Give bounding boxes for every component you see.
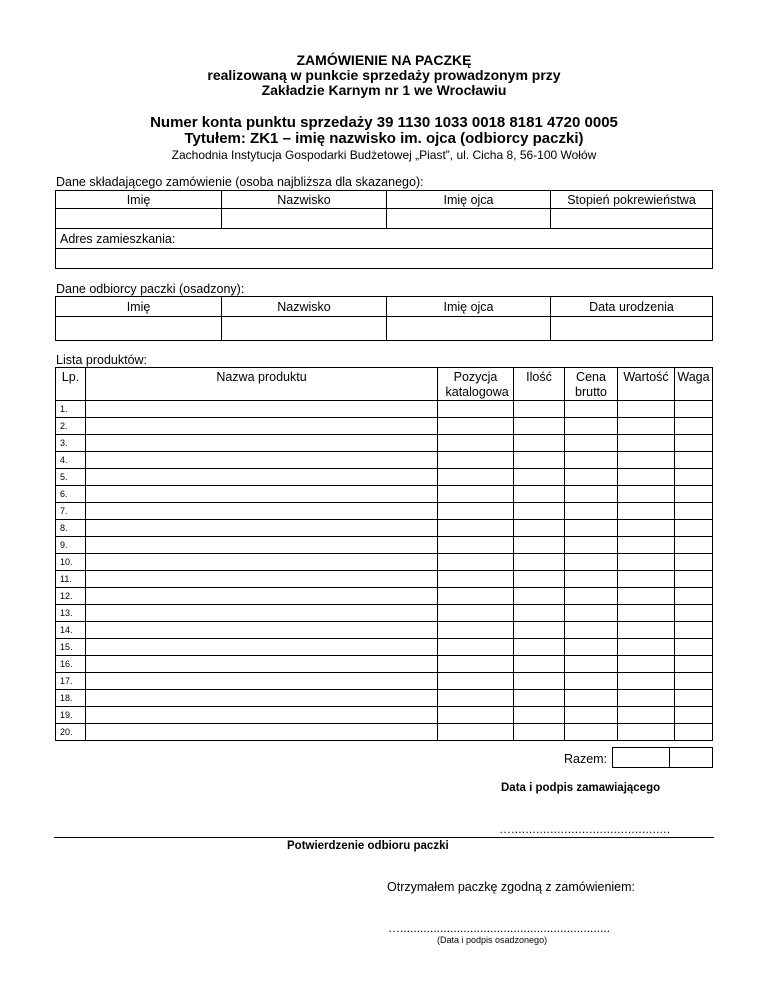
row-qty-cell[interactable] — [514, 537, 565, 554]
row-catalog-cell[interactable] — [438, 707, 514, 724]
row-price-cell[interactable] — [565, 673, 618, 690]
row-value-cell[interactable] — [618, 622, 675, 639]
divider-line — [54, 837, 714, 838]
row-number: 1. — [56, 401, 86, 418]
orderer-table — [55, 190, 713, 269]
row-number: 12. — [56, 588, 86, 605]
row-weight-cell[interactable] — [675, 724, 713, 741]
row-qty-cell[interactable] — [514, 452, 565, 469]
orderer-relationship-field[interactable] — [551, 209, 713, 229]
recipient-last-name-field[interactable] — [222, 317, 387, 341]
total-value-field[interactable] — [613, 748, 670, 768]
row-catalog-cell[interactable] — [438, 418, 514, 435]
table-row — [56, 469, 713, 486]
row-name-cell[interactable] — [86, 554, 438, 571]
row-value-cell[interactable] — [618, 588, 675, 605]
row-weight-cell[interactable] — [675, 452, 713, 469]
row-catalog-cell[interactable] — [438, 724, 514, 741]
row-name-cell[interactable] — [86, 452, 438, 469]
row-price-cell[interactable] — [565, 401, 618, 418]
row-price-cell[interactable] — [565, 656, 618, 673]
company-address: Zachodnia Instytucja Gospodarki Budżetowej „Piast”, ul. Cicha 8, 56-100 Wołów — [171, 148, 597, 162]
row-name-cell[interactable] — [86, 707, 438, 724]
row-price-cell[interactable] — [565, 503, 618, 520]
row-value-cell[interactable] — [618, 724, 675, 741]
row-name-cell[interactable] — [86, 724, 438, 741]
row-catalog-cell[interactable] — [438, 554, 514, 571]
table-row — [56, 571, 713, 588]
row-weight-cell[interactable] — [675, 571, 713, 588]
table-row — [56, 622, 713, 639]
row-catalog-cell[interactable] — [438, 673, 514, 690]
row-value-cell[interactable] — [618, 605, 675, 622]
row-name-cell[interactable] — [86, 520, 438, 537]
table-row — [56, 401, 713, 418]
total-label: Razem: — [564, 752, 608, 766]
row-price-cell[interactable] — [565, 418, 618, 435]
row-price-cell[interactable] — [565, 435, 618, 452]
row-number: 15. — [56, 639, 86, 656]
row-weight-cell[interactable] — [675, 486, 713, 503]
row-number: 7. — [56, 503, 86, 520]
row-price-cell[interactable] — [565, 588, 618, 605]
row-weight-cell[interactable] — [675, 707, 713, 724]
row-value-cell[interactable] — [618, 503, 675, 520]
row-weight-cell[interactable] — [675, 588, 713, 605]
confirmation-caption: (Data i podpis osadzonego) — [437, 935, 548, 945]
orderer-col-first-name: Imię — [56, 191, 222, 209]
total-weight-field[interactable] — [670, 748, 713, 768]
recipient-birth-date-field[interactable] — [551, 317, 713, 341]
row-value-cell[interactable] — [618, 537, 675, 554]
confirmation-title: Potwierdzenie odbioru paczki — [287, 840, 449, 852]
row-number: 9. — [56, 537, 86, 554]
row-qty-cell[interactable] — [514, 401, 565, 418]
orderer-col-relationship: Stopień pokrewieństwa — [551, 191, 713, 209]
row-number: 3. — [56, 435, 86, 452]
row-catalog-cell[interactable] — [438, 622, 514, 639]
row-value-cell[interactable] — [618, 401, 675, 418]
row-number: 4. — [56, 452, 86, 469]
table-row — [56, 690, 713, 707]
row-name-cell[interactable] — [86, 435, 438, 452]
row-qty-cell[interactable] — [514, 520, 565, 537]
row-name-cell[interactable] — [86, 673, 438, 690]
table-row — [56, 656, 713, 673]
products-col-qty: Ilość — [514, 368, 565, 401]
row-number: 13. — [56, 605, 86, 622]
row-number: 18. — [56, 690, 86, 707]
row-weight-cell[interactable] — [675, 656, 713, 673]
row-catalog-cell[interactable] — [438, 469, 514, 486]
row-price-cell[interactable] — [565, 605, 618, 622]
row-price-cell[interactable] — [565, 520, 618, 537]
row-weight-cell[interactable] — [675, 622, 713, 639]
orderer-label: Dane składającego zamówienie (osoba najbliższa dla skazanego): — [56, 175, 424, 189]
row-catalog-cell[interactable] — [438, 486, 514, 503]
row-qty-cell[interactable] — [514, 469, 565, 486]
row-name-cell[interactable] — [86, 588, 438, 605]
table-row — [56, 588, 713, 605]
row-catalog-cell[interactable] — [438, 537, 514, 554]
table-row — [56, 537, 713, 554]
recipient-col-first-name: Imię — [56, 297, 222, 317]
products-col-name: Nazwa produktu — [86, 368, 438, 401]
recipient-label: Dane odbiorcy paczki (osadzony): — [56, 282, 245, 296]
row-qty-cell[interactable] — [514, 639, 565, 656]
recipient-table — [55, 296, 713, 341]
row-price-cell[interactable] — [565, 469, 618, 486]
orderer-first-name-field[interactable] — [56, 209, 222, 229]
recipient-col-birth-date: Data urodzenia — [551, 297, 713, 317]
row-qty-cell[interactable] — [514, 724, 565, 741]
row-name-cell[interactable] — [86, 622, 438, 639]
row-qty-cell[interactable] — [514, 605, 565, 622]
products-col-weight: Waga — [675, 368, 713, 401]
row-price-cell[interactable] — [565, 622, 618, 639]
row-weight-cell[interactable] — [675, 690, 713, 707]
row-number: 2. — [56, 418, 86, 435]
row-value-cell[interactable] — [618, 639, 675, 656]
row-weight-cell[interactable] — [675, 401, 713, 418]
row-qty-cell[interactable] — [514, 503, 565, 520]
row-number: 5. — [56, 469, 86, 486]
row-qty-cell[interactable] — [514, 418, 565, 435]
row-weight-cell[interactable] — [675, 503, 713, 520]
row-value-cell[interactable] — [618, 520, 675, 537]
row-name-cell[interactable] — [86, 418, 438, 435]
row-catalog-cell[interactable] — [438, 656, 514, 673]
row-number: 19. — [56, 707, 86, 724]
table-row — [56, 418, 713, 435]
row-name-cell[interactable] — [86, 639, 438, 656]
row-value-cell[interactable] — [618, 469, 675, 486]
table-row — [56, 639, 713, 656]
recipient-father-name-field[interactable] — [387, 317, 551, 341]
table-row — [56, 707, 713, 724]
row-number: 8. — [56, 520, 86, 537]
row-number: 6. — [56, 486, 86, 503]
table-row — [56, 452, 713, 469]
row-weight-cell[interactable] — [675, 605, 713, 622]
recipient-col-last-name: Nazwisko — [222, 297, 387, 317]
row-weight-cell[interactable] — [675, 520, 713, 537]
row-value-cell[interactable] — [618, 673, 675, 690]
row-price-cell[interactable] — [565, 571, 618, 588]
row-name-cell[interactable] — [86, 486, 438, 503]
row-name-cell[interactable] — [86, 401, 438, 418]
row-number: 20. — [56, 724, 86, 741]
table-row — [56, 486, 713, 503]
row-catalog-cell[interactable] — [438, 605, 514, 622]
row-qty-cell[interactable] — [514, 673, 565, 690]
total-table — [612, 747, 713, 768]
orderer-col-father-name: Imię ojca — [387, 191, 551, 209]
row-weight-cell[interactable] — [675, 639, 713, 656]
row-price-cell[interactable] — [565, 452, 618, 469]
row-qty-cell[interactable] — [514, 554, 565, 571]
row-name-cell[interactable] — [86, 605, 438, 622]
products-col-catalog — [438, 368, 514, 401]
row-number: 11. — [56, 571, 86, 588]
row-value-cell[interactable] — [618, 656, 675, 673]
row-catalog-cell[interactable] — [438, 639, 514, 656]
row-catalog-cell[interactable] — [438, 588, 514, 605]
row-qty-cell[interactable] — [514, 622, 565, 639]
row-qty-cell[interactable] — [514, 435, 565, 452]
products-label: Lista produktów: — [56, 353, 148, 367]
row-price-cell[interactable] — [565, 537, 618, 554]
row-value-cell[interactable] — [618, 690, 675, 707]
row-weight-cell[interactable] — [675, 469, 713, 486]
orderer-address-field[interactable] — [56, 249, 713, 269]
row-catalog-cell[interactable] — [438, 520, 514, 537]
row-name-cell[interactable] — [86, 469, 438, 486]
orderer-address-label: Adres zamieszkania: — [56, 229, 713, 249]
row-value-cell[interactable] — [618, 486, 675, 503]
row-name-cell[interactable] — [86, 571, 438, 588]
table-row — [56, 520, 713, 537]
recipient-first-name-field[interactable] — [56, 317, 222, 341]
row-catalog-cell[interactable] — [438, 690, 514, 707]
row-name-cell[interactable] — [86, 503, 438, 520]
row-number: 16. — [56, 656, 86, 673]
orderer-last-name-field[interactable] — [222, 209, 387, 229]
row-catalog-cell[interactable] — [438, 503, 514, 520]
products-col-value: Wartość — [618, 368, 675, 401]
row-value-cell[interactable] — [618, 554, 675, 571]
row-price-cell[interactable] — [565, 690, 618, 707]
confirmation-text: Otrzymałem paczkę zgodną z zamówieniem: — [387, 880, 636, 894]
row-qty-cell[interactable] — [514, 588, 565, 605]
row-price-cell[interactable] — [565, 486, 618, 503]
row-value-cell[interactable] — [618, 707, 675, 724]
payment-title: Tytułem: ZK1 – imię nazwisko im. ojca (odbiorcy paczki) — [184, 130, 584, 147]
row-value-cell[interactable] — [618, 452, 675, 469]
row-number: 10. — [56, 554, 86, 571]
products-col-catalog-text: Pozycja katalogowa — [445, 370, 509, 399]
row-price-cell[interactable] — [565, 639, 618, 656]
products-col-price — [565, 368, 618, 401]
table-row — [56, 554, 713, 571]
row-qty-cell[interactable] — [514, 707, 565, 724]
row-weight-cell[interactable] — [675, 418, 713, 435]
orderer-col-last-name: Nazwisko — [222, 191, 387, 209]
form-title: ZAMÓWIENIE NA PACZKĘ — [296, 52, 472, 68]
row-catalog-cell[interactable] — [438, 571, 514, 588]
table-row — [56, 435, 713, 452]
row-price-cell[interactable] — [565, 554, 618, 571]
row-value-cell[interactable] — [618, 418, 675, 435]
row-price-cell[interactable] — [565, 707, 618, 724]
recipient-col-father-name: Imię ojca — [387, 297, 551, 317]
row-weight-cell[interactable] — [675, 554, 713, 571]
orderer-father-name-field[interactable] — [387, 209, 551, 229]
products-table — [55, 367, 713, 741]
products-col-lp: Lp. — [56, 368, 86, 401]
table-row — [56, 724, 713, 741]
row-weight-cell[interactable] — [675, 673, 713, 690]
row-value-cell[interactable] — [618, 571, 675, 588]
row-catalog-cell[interactable] — [438, 435, 514, 452]
form-subtitle-2: Zakładzie Karnym nr 1 we Wrocławiu — [261, 82, 507, 98]
row-catalog-cell[interactable] — [438, 452, 514, 469]
signature-dots[interactable]: …............................................. — [499, 822, 671, 836]
products-col-price-text: Cena brutto — [575, 370, 607, 399]
row-number: 14. — [56, 622, 86, 639]
table-row — [56, 673, 713, 690]
row-qty-cell[interactable] — [514, 486, 565, 503]
row-catalog-cell[interactable] — [438, 401, 514, 418]
row-qty-cell[interactable] — [514, 571, 565, 588]
form-subtitle-1: realizowaną w punkcie sprzedaży prowadzonym przy — [207, 67, 561, 83]
row-number: 17. — [56, 673, 86, 690]
row-price-cell[interactable] — [565, 724, 618, 741]
table-row — [56, 503, 713, 520]
row-name-cell[interactable] — [86, 690, 438, 707]
signature-label: Data i podpis zamawiającego — [501, 782, 661, 794]
account-number: Numer konta punktu sprzedaży 39 1130 1033 0018 8181 4720 0005 — [150, 114, 618, 131]
row-name-cell[interactable] — [86, 656, 438, 673]
row-qty-cell[interactable] — [514, 690, 565, 707]
table-row — [56, 605, 713, 622]
row-name-cell[interactable] — [86, 537, 438, 554]
row-weight-cell[interactable] — [675, 537, 713, 554]
row-value-cell[interactable] — [618, 435, 675, 452]
confirmation-dots[interactable]: …............................................................... — [388, 921, 611, 935]
row-qty-cell[interactable] — [514, 656, 565, 673]
row-weight-cell[interactable] — [675, 435, 713, 452]
